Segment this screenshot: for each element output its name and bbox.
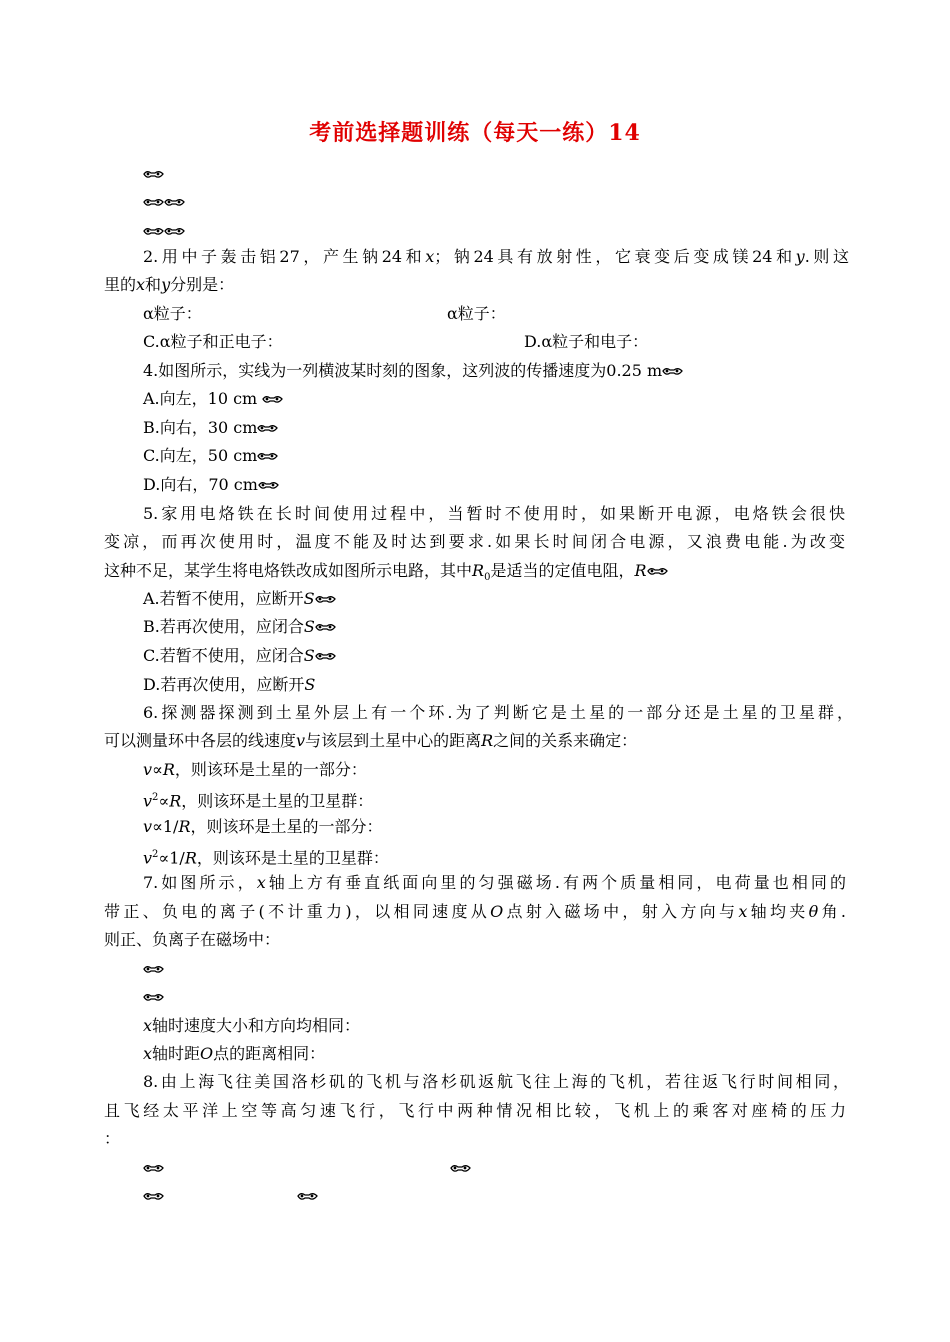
q8-option-d[interactable] <box>297 1186 318 1206</box>
q7-option-c[interactable]: x轴时速度大小和方向均相同： <box>143 1016 361 1035</box>
glyph-row-2 <box>143 192 185 212</box>
q2-option-d[interactable]: D.α粒子和电子： <box>524 332 649 351</box>
garbled-symbol-icon <box>315 622 336 633</box>
q6-option-c[interactable]: v∝1/R，则该环是土星的一部分： <box>143 817 383 836</box>
garbled-symbol-icon <box>143 197 164 208</box>
page-title: 考前选择题训练（每天一练）14 <box>309 120 641 146</box>
garbled-symbol-icon <box>315 594 336 605</box>
garbled-symbol-icon <box>143 964 164 975</box>
q6-stem-line1: 6.探测器探测到土星外层上有一个环.为了判断它是土星的一部分还是土星的卫星群， <box>143 703 853 722</box>
garbled-symbol-icon <box>647 566 668 577</box>
garbled-symbol-icon <box>662 366 683 377</box>
garbled-symbol-icon <box>143 992 164 1003</box>
q7-stem-line2: 带正、负电的离子(不计重力)，以相同速度从O点射入磁场中，射入方向与x轴均夹θ角. <box>104 902 846 921</box>
garbled-symbol-icon <box>164 197 185 208</box>
q6-option-d[interactable]: $v^2\propto 1/R$，则该环是土星的卫星群： <box>143 848 389 868</box>
q5-option-c[interactable]: C.若暂不使用，应闭合S <box>143 646 336 666</box>
garbled-symbol-icon <box>164 226 185 237</box>
garbled-symbol-icon <box>450 1163 471 1174</box>
q4-option-d[interactable]: D.向右，70 cm <box>143 475 279 495</box>
garbled-symbol-icon <box>143 169 164 180</box>
glyph-row-3 <box>143 221 185 241</box>
q2-option-b[interactable]: α粒子： <box>447 304 506 323</box>
q5-stem-line1: 5.家用电烙铁在长时间使用过程中，当暂时不使用时，如果断开电源，电烙铁会很快 <box>143 504 845 523</box>
q4-stem: 4.如图所示，实线为一列横波某时刻的图象，这列波的传播速度为0.25 m <box>143 361 683 381</box>
q5-stem-line2: 变凉，而再次使用时，温度不能及时达到要求.如果长时间闭合电源，又浪费电能.为改变 <box>104 532 845 551</box>
q8-stem-line3: ： <box>104 1129 121 1148</box>
q7-stem-line3: 则正、负离子在磁场中： <box>104 930 281 949</box>
garbled-symbol-icon <box>315 651 336 662</box>
q2-stem-line1: 2.用中子轰击铝27，产生钠24和x；钠24具有放射性，它衰变后变成镁24和y.则这 <box>143 247 849 266</box>
q5-stem-line3: 这种不足，某学生将电烙铁改成如图所示电路，其中$R_0$是适当的定值电阻，R <box>104 561 668 588</box>
garbled-symbol-icon <box>143 1163 164 1174</box>
q7-option-b[interactable] <box>143 987 164 1007</box>
q8-stem-line1: 8.由上海飞往美国洛杉矶的飞机与洛杉矶返航飞往上海的飞机，若往返飞行时间相同， <box>143 1072 849 1091</box>
q5-option-d[interactable]: D.若再次使用，应断开S <box>143 675 316 694</box>
q8-option-a[interactable] <box>143 1158 164 1178</box>
q2-option-a[interactable]: α粒子： <box>143 304 202 323</box>
q5-option-a[interactable]: A.若暂不使用，应断开S <box>143 589 336 609</box>
q7-option-d[interactable]: x轴时距O点的距离相同： <box>143 1044 326 1063</box>
q2-option-c[interactable]: C.α粒子和正电子： <box>143 332 283 351</box>
garbled-symbol-icon <box>257 423 278 434</box>
garbled-symbol-icon <box>258 480 279 491</box>
q6-option-a[interactable]: v∝R，则该环是土星的一部分： <box>143 760 367 779</box>
q6-option-b[interactable]: $v^2\propto R$，则该环是土星的卫星群： <box>143 791 374 811</box>
q5-option-b[interactable]: B.若再次使用，应闭合S <box>143 617 336 637</box>
garbled-symbol-icon <box>143 226 164 237</box>
glyph-row-1 <box>143 164 164 184</box>
q8-option-c[interactable] <box>143 1186 164 1206</box>
q2-stem-line2: 里的x和y分别是： <box>104 275 235 294</box>
garbled-symbol-icon <box>262 394 283 405</box>
garbled-symbol-icon <box>257 451 278 462</box>
garbled-symbol-icon <box>297 1191 318 1202</box>
garbled-symbol-icon <box>143 1191 164 1202</box>
q7-stem-line1: 7.如图所示，x轴上方有垂直纸面向里的匀强磁场.有两个质量相同，电荷量也相同的 <box>143 873 846 892</box>
q4-option-c[interactable]: C.向左，50 cm <box>143 446 278 466</box>
q8-stem-line2: 且飞经太平洋上空等高匀速飞行，飞行中两种情况相比较，飞机上的乘客对座椅的压力 <box>104 1101 846 1120</box>
q4-option-b[interactable]: B.向右，30 cm <box>143 418 278 438</box>
q8-option-b[interactable] <box>450 1158 471 1178</box>
q7-option-a[interactable] <box>143 959 164 979</box>
q6-stem-line2: 可以测量环中各层的线速度v与该层到土星中心的距离R之间的关系来确定： <box>104 731 638 750</box>
q4-option-a[interactable]: A.向左，10 cm <box>143 389 283 409</box>
